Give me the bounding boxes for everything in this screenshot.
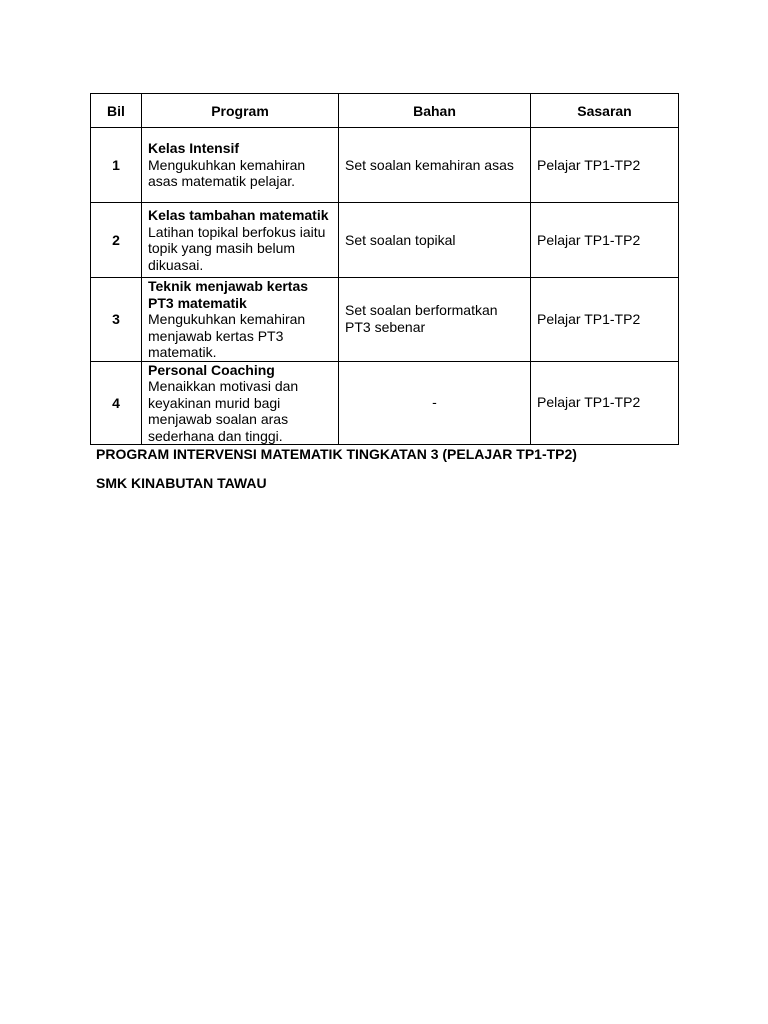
header-bahan: Bahan: [339, 94, 531, 128]
program-cell: [142, 278, 339, 362]
table-header-row: [91, 94, 679, 128]
program-cell: [142, 203, 339, 278]
bil-cell: 3: [91, 278, 142, 362]
program-title: Kelas tambahan matematik: [148, 207, 329, 223]
program-description: Mengukuhkan kemahiran asas matematik pelajar.: [148, 156, 306, 190]
program-title: Kelas Intensif: [148, 140, 240, 157]
bil-cell: 2: [91, 203, 142, 278]
header-sasaran: Sasaran: [531, 94, 679, 128]
table-row: [91, 203, 679, 278]
bil-cell: 1: [91, 128, 142, 203]
program-description: Mengukuhkan kemahiran menjawab kertas PT3 matematik.: [148, 311, 306, 360]
program-cell: [142, 361, 339, 445]
table-row: [91, 361, 679, 445]
bahan-cell: -: [339, 361, 531, 445]
program-table: [90, 93, 679, 445]
school-name: SMK KINABUTAN TAWAU: [96, 475, 267, 491]
header-program: Program: [142, 94, 339, 128]
sasaran-cell: Pelajar TP1-TP2: [531, 278, 679, 362]
table-row: [91, 278, 679, 362]
program-description: Latihan topikal berfokus iaitu topik yang masih belum dikuasai.: [148, 223, 326, 273]
bahan-cell: Set soalan kemahiran asas: [339, 128, 531, 203]
sasaran-cell: Pelajar TP1-TP2: [531, 128, 679, 203]
header-bil: Bil: [91, 94, 142, 128]
program-description: Menaikkan motivasi dan keyakinan murid bagi menjawab soalan aras sederhana dan tinggi.: [148, 378, 299, 444]
program-cell: [142, 128, 339, 203]
table-row: [91, 128, 679, 203]
bahan-cell: Set soalan topikal: [339, 203, 531, 278]
program-title: Personal Coaching: [148, 361, 275, 378]
document-title: PROGRAM INTERVENSI MATEMATIK TINGKATAN 3 (PELAJAR TP1-TP2): [96, 446, 577, 462]
bil-cell: 4: [91, 361, 142, 445]
program-title: Teknik menjawab kertas PT3 matematik: [148, 278, 309, 311]
sasaran-cell: Pelajar TP1-TP2: [531, 203, 679, 278]
sasaran-cell: Pelajar TP1-TP2: [531, 361, 679, 445]
bahan-cell: Set soalan berformatkan PT3 sebenar: [339, 278, 531, 362]
